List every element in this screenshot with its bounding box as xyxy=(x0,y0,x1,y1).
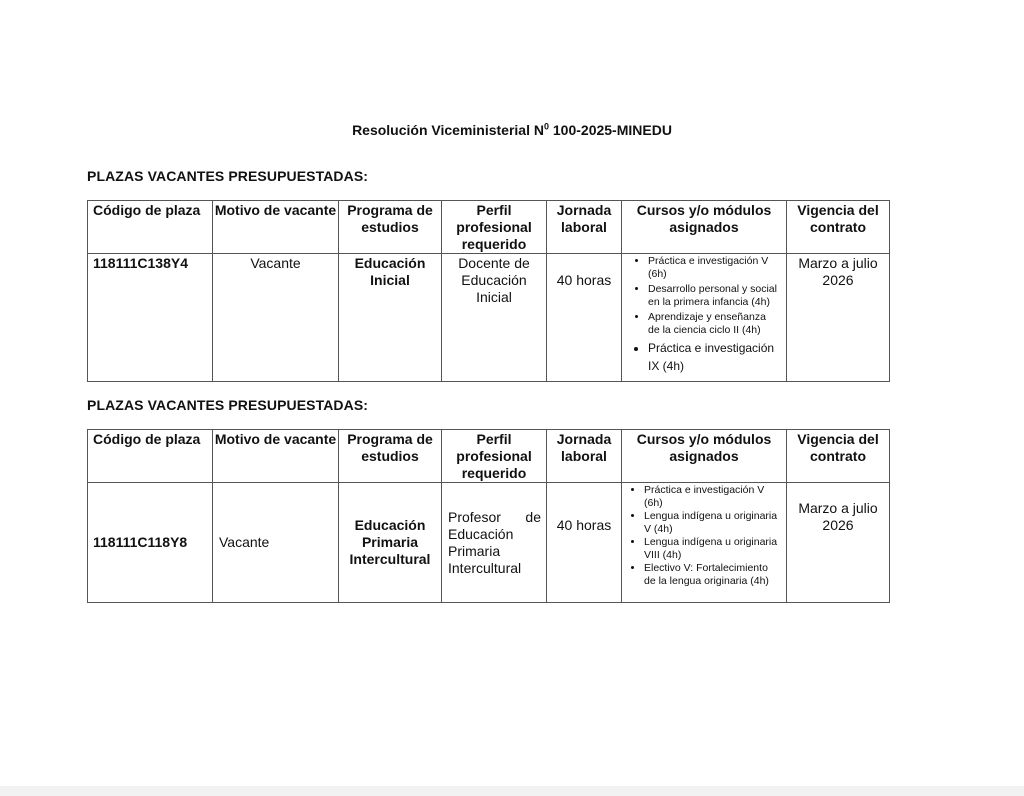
list-item: • Lengua indígena u originaria VIII (4h) xyxy=(644,536,780,562)
section-heading-2: PLAZAS VACANTES PRESUPUESTADAS: xyxy=(87,397,369,413)
motivo-vacante: Vacante xyxy=(250,255,301,271)
section-heading-1: PLAZAS VACANTES PRESUPUESTADAS: xyxy=(87,168,369,184)
header-jornada: Jornada laboral xyxy=(547,430,622,483)
header-perfil: Perfil profesional requerido xyxy=(442,430,547,483)
jornada-laboral: 40 horas xyxy=(556,517,612,533)
motivo-vacante: Vacante xyxy=(219,534,270,550)
perfil-profesional: Profesor de Educación Primaria Intercultural xyxy=(448,508,541,576)
header-motivo: Motivo de vacante xyxy=(213,201,339,254)
header-cursos: Cursos y/o módulos asignados xyxy=(622,201,787,254)
header-perfil: Perfil profesional requerido xyxy=(442,201,547,254)
vigencia-contrato: Marzo a julio 2026 xyxy=(798,500,878,533)
list-item: • Electivo V: Fortalecimiento de la lengua originaria (4h) xyxy=(644,562,780,588)
table-header-row xyxy=(88,201,890,254)
table-header-row xyxy=(88,430,890,483)
vigencia-contrato: Marzo a julio 2026 xyxy=(798,255,878,288)
list-item: • Aprendizaje y enseñanza de la ciencia ciclo II (4h) xyxy=(648,311,780,337)
table-row xyxy=(88,254,890,382)
header-programa: Programa de estudios xyxy=(339,430,442,483)
list-item: • Desarrollo personal y social en la primera infancia (4h) xyxy=(648,283,780,309)
list-item: • Práctica e investigación V (6h) xyxy=(644,484,780,510)
programa-estudios: Educación Primaria Intercultural xyxy=(349,517,431,567)
jornada-laboral: 40 horas xyxy=(556,272,612,288)
codigo-plaza: 118111C138Y4 xyxy=(93,255,188,271)
page-bottom-edge xyxy=(0,786,1024,796)
vacancy-table-2 xyxy=(87,429,890,603)
header-programa: Programa de estudios xyxy=(339,201,442,254)
list-item: • Práctica e investigación IX (4h) xyxy=(648,339,780,375)
header-motivo: Motivo de vacante xyxy=(213,430,339,483)
header-codigo: Código de plaza xyxy=(88,430,213,483)
header-jornada: Jornada laboral xyxy=(547,201,622,254)
document-title: Resolución Viceministerial $N^0$ 100-2025-MINEDU xyxy=(352,121,672,138)
header-vigencia: Vigencia del contrato xyxy=(787,430,890,483)
cursos-list xyxy=(630,255,780,375)
perfil-profesional: Docente de Educación Inicial xyxy=(458,255,530,305)
list-item: • Lengua indígena u originaria V (4h) xyxy=(644,510,780,536)
header-vigencia: Vigencia del contrato xyxy=(787,201,890,254)
codigo-plaza: 118111C118Y8 xyxy=(93,534,188,550)
header-cursos: Cursos y/o módulos asignados xyxy=(622,430,787,483)
header-codigo: Código de plaza xyxy=(88,201,213,254)
cursos-list xyxy=(626,484,780,588)
list-item: • Práctica e investigación V (6h) xyxy=(648,255,780,281)
programa-estudios: Educación Inicial xyxy=(354,255,426,288)
vacancy-table-1 xyxy=(87,200,890,382)
table-row xyxy=(88,483,890,603)
title-superscript: 0 xyxy=(543,121,549,132)
